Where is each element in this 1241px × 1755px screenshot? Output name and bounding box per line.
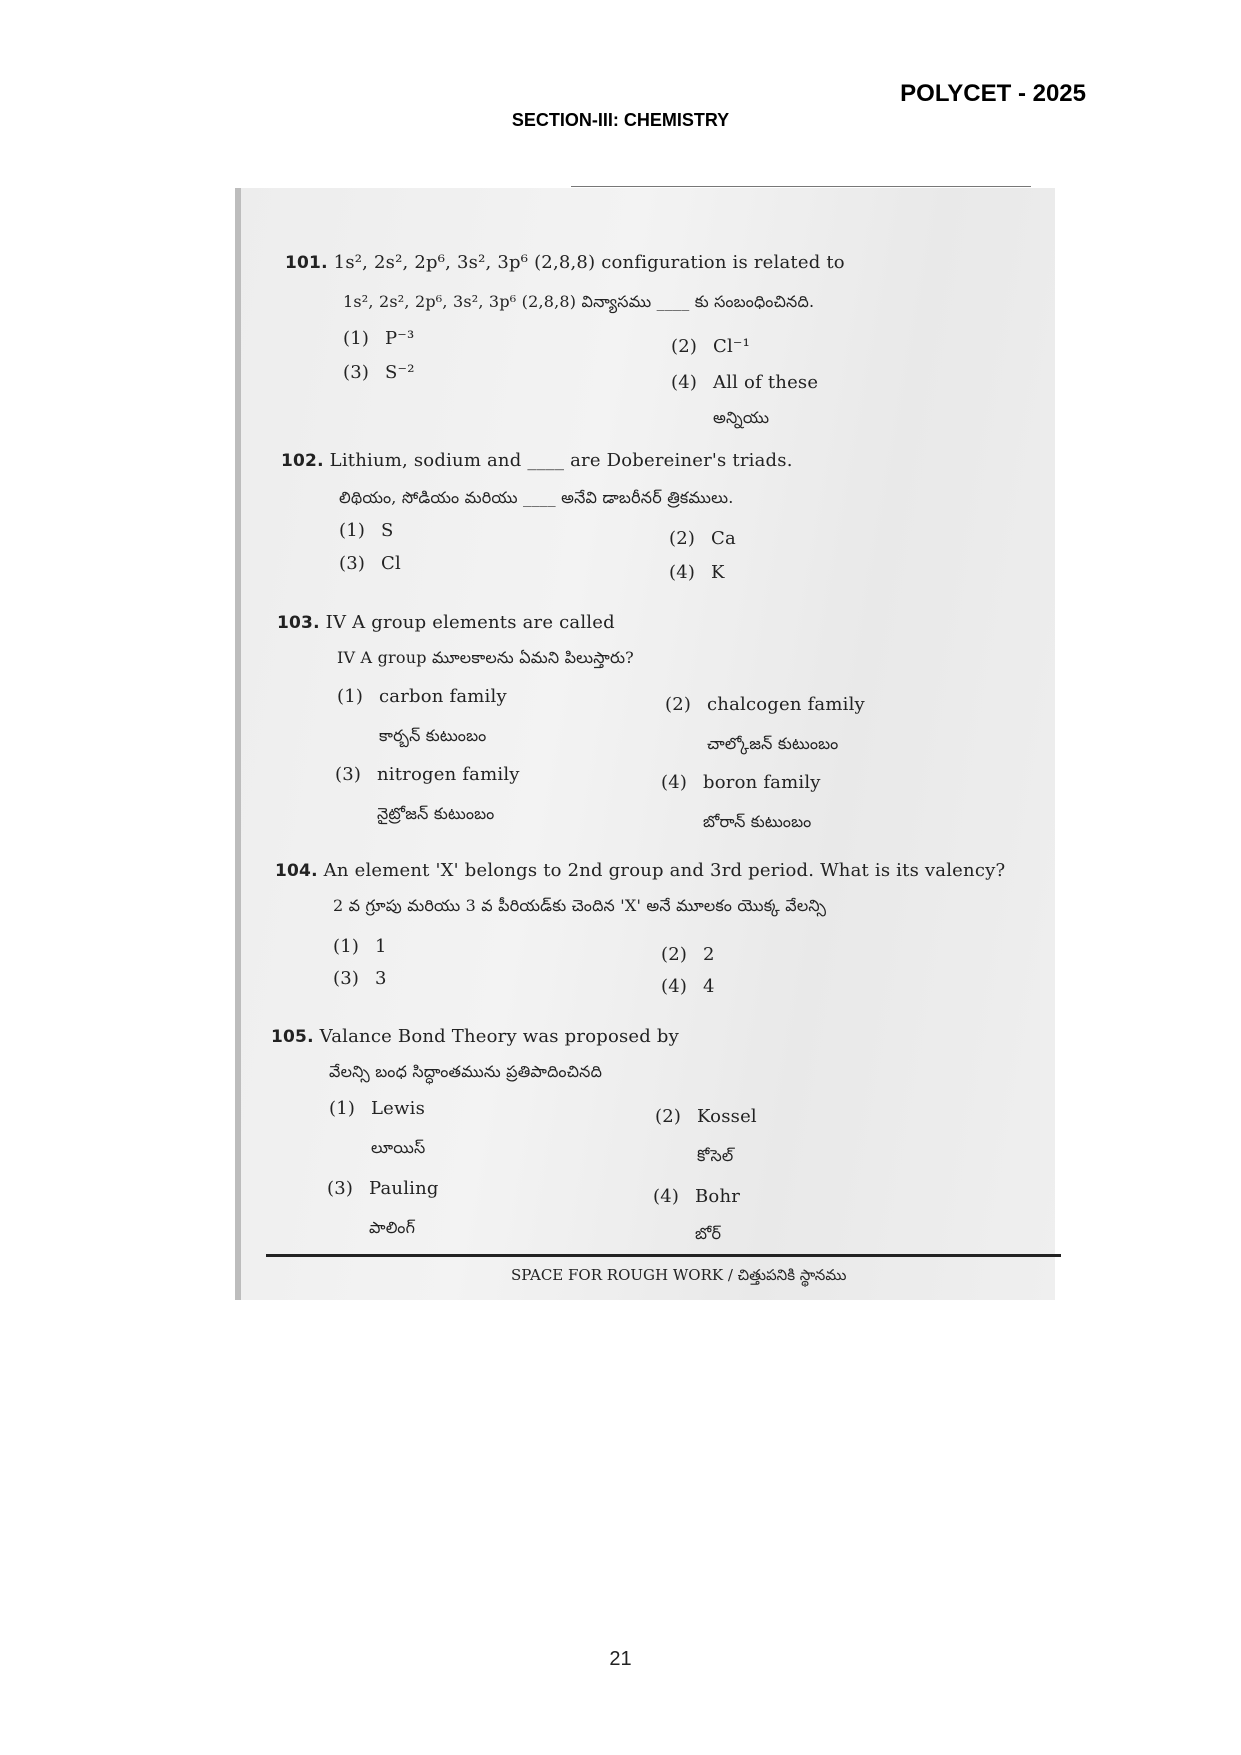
- option-number: (3): [335, 764, 362, 785]
- divider: [266, 1254, 1061, 1257]
- divider: [571, 186, 1031, 187]
- option-text: Cl⁻¹: [713, 336, 751, 357]
- option-text: K: [711, 562, 725, 583]
- question-104: [275, 860, 1005, 881]
- question-101: [285, 252, 845, 273]
- option-text: All of these: [713, 372, 819, 393]
- option: [655, 1106, 757, 1127]
- option-text: Kossel: [697, 1106, 757, 1127]
- option-text: Ca: [711, 528, 736, 549]
- question-103: [277, 612, 615, 633]
- option-text: Lithium, sodium and ____ are Dobereiner's triads.: [329, 450, 793, 471]
- option: [653, 1186, 740, 1207]
- question-102: [281, 450, 793, 471]
- option-telugu: కోసెల్: [697, 1146, 734, 1165]
- option: [339, 520, 394, 541]
- option-text: nitrogen family: [377, 764, 520, 785]
- option-number: (2): [669, 528, 696, 549]
- option-number: (1): [329, 1098, 356, 1119]
- scanned-question-page: [235, 188, 1055, 1300]
- option-number: (2): [665, 694, 692, 715]
- section-heading: SECTION-III: CHEMISTRY: [511, 110, 730, 130]
- question-text-telugu: 2 వ గ్రూపు మరియు 3 వ పీరియడ్‌కు చెందిన 'X' అనే మూలకం యొక్క వేలన్సి: [333, 896, 827, 915]
- option-number: (1): [337, 686, 364, 707]
- rough-work-label: SPACE FOR ROUGH WORK / చిత్తుపనికి స్థానము: [511, 1266, 847, 1284]
- option-text: IV A group elements are called: [325, 612, 615, 633]
- option: [333, 968, 387, 989]
- option-telugu: బోర్: [695, 1224, 722, 1243]
- option-telugu: పాలింగ్: [369, 1218, 416, 1237]
- option-number: (1): [333, 936, 360, 957]
- option: [661, 772, 821, 793]
- option: [671, 336, 750, 357]
- option: [337, 686, 507, 707]
- option-text: 104.: [275, 861, 318, 881]
- page-number: 21: [609, 1648, 632, 1670]
- question-text: 1s², 2s², 2p⁶, 3s², 3p⁶ (2,8,8) configuration is related to: [333, 252, 845, 273]
- option: [671, 372, 818, 393]
- question-number: 101.: [285, 253, 328, 273]
- option-telugu: కార్బన్ కుటుంబం: [379, 726, 487, 745]
- option-text: Valance Bond Theory was proposed by: [319, 1026, 680, 1047]
- option: [335, 764, 520, 785]
- option-text: boron family: [703, 772, 821, 793]
- option-text: An element 'X' belongs to 2nd group and 3rd period. What is its valency?: [323, 860, 1006, 881]
- option-text: S: [381, 520, 394, 541]
- option-number: (3): [339, 553, 366, 574]
- option: [333, 936, 387, 957]
- option: [327, 1178, 439, 1199]
- option-text: chalcogen family: [707, 694, 865, 715]
- question-text-telugu: IV A group మూలకాలను ఏమని పిలుస్తారు?: [337, 648, 634, 667]
- option-text: carbon family: [379, 686, 507, 707]
- option-number: (1): [339, 520, 366, 541]
- option-text: 1: [375, 936, 387, 957]
- option-number: (4): [661, 772, 688, 793]
- option-text: Pauling: [369, 1178, 439, 1199]
- option-number: (4): [661, 976, 688, 997]
- option-text: 3: [375, 968, 387, 989]
- option-number: (3): [333, 968, 360, 989]
- option-number: (3): [343, 362, 370, 383]
- option-text: Cl: [381, 553, 401, 574]
- question-105: [271, 1026, 679, 1047]
- option-text: Lewis: [371, 1098, 426, 1119]
- option: [669, 562, 725, 583]
- option-text: 4: [703, 976, 715, 997]
- option-number: (2): [661, 944, 688, 965]
- option: [343, 362, 415, 383]
- option-telugu: అన్నియు: [713, 408, 770, 427]
- option: [665, 694, 865, 715]
- option-text: 2: [703, 944, 715, 965]
- option: [669, 528, 736, 549]
- question-text-telugu: 1s², 2s², 2p⁶, 3s², 3p⁶ (2,8,8) విన్యాసము ____ కు సంబంధించినది.: [343, 292, 815, 311]
- option-number: (2): [671, 336, 698, 357]
- option-telugu: చాల్కోజన్ కుటుంబం: [707, 734, 839, 753]
- option: [661, 944, 715, 965]
- option-telugu: నైట్రోజన్ కుటుంబం: [377, 804, 495, 823]
- option-number: (3): [327, 1178, 354, 1199]
- exam-title: POLYCET - 2025: [900, 80, 1086, 107]
- option-number: (4): [671, 372, 698, 393]
- option-telugu: లూయిస్: [371, 1138, 426, 1157]
- option-number: (2): [655, 1106, 682, 1127]
- option-text: 105.: [271, 1027, 314, 1047]
- option-number: (4): [669, 562, 696, 583]
- option-text: 103.: [277, 613, 320, 633]
- option-text: Bohr: [695, 1186, 741, 1207]
- option-number: (4): [653, 1186, 680, 1207]
- option-text: P⁻³: [385, 328, 415, 349]
- question-text-telugu: లిథియం, సోడియం మరియు ____ అనేవి డాబరీనర్ త్రికములు.: [339, 488, 734, 507]
- option-telugu: బోరాన్ కుటుంబం: [703, 812, 812, 831]
- option: [343, 328, 414, 349]
- option: [661, 976, 715, 997]
- option: [329, 1098, 425, 1119]
- question-text-telugu: వేలన్సి బంధ సిద్ధాంతమును ప్రతిపాదించినది: [329, 1062, 603, 1081]
- option-number: (1): [343, 328, 370, 349]
- option: [339, 553, 401, 574]
- option-text: S⁻²: [385, 362, 415, 383]
- option-text: 102.: [281, 451, 324, 471]
